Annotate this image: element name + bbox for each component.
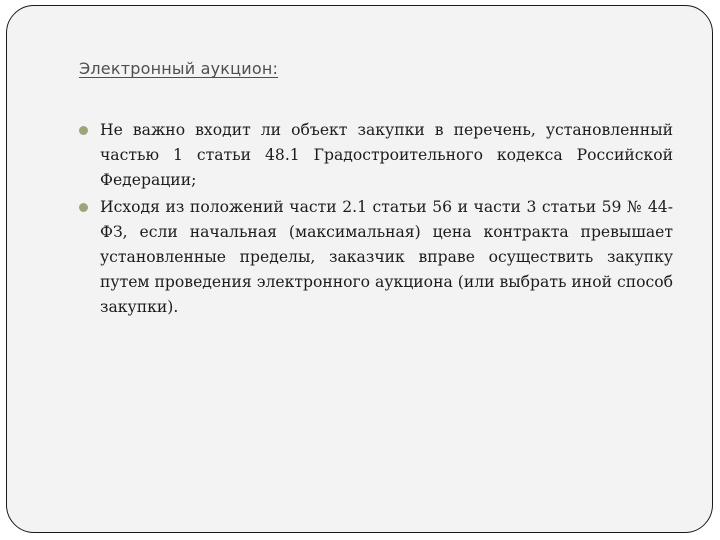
bullet-item-zone-requirement <box>79 118 673 193</box>
bullet-dot-icon <box>79 203 88 212</box>
bullet-list <box>79 118 673 322</box>
bullet-text-price-threshold: Исходя из положений части 2.1 статьи 56 и части 3 статьи 59 № 44-ФЗ, если начальная (максимальная) цена контракта превышает установленные пределы, заказчик вправе осуществить закупку путем проведения электронного аукциона (или выбрать иной способ закупки). <box>100 198 673 316</box>
bullet-text-zone-requirement: Не важно входит ли объект закупки в перечень, установленный частью 1 статьи 48.1 Градостроительного кодекса Российской Федерации; <box>100 121 673 189</box>
bullet-item-price-threshold <box>79 195 673 320</box>
slide-heading: Электронный аукцион: <box>79 59 279 78</box>
bullet-dot-icon <box>79 126 88 135</box>
